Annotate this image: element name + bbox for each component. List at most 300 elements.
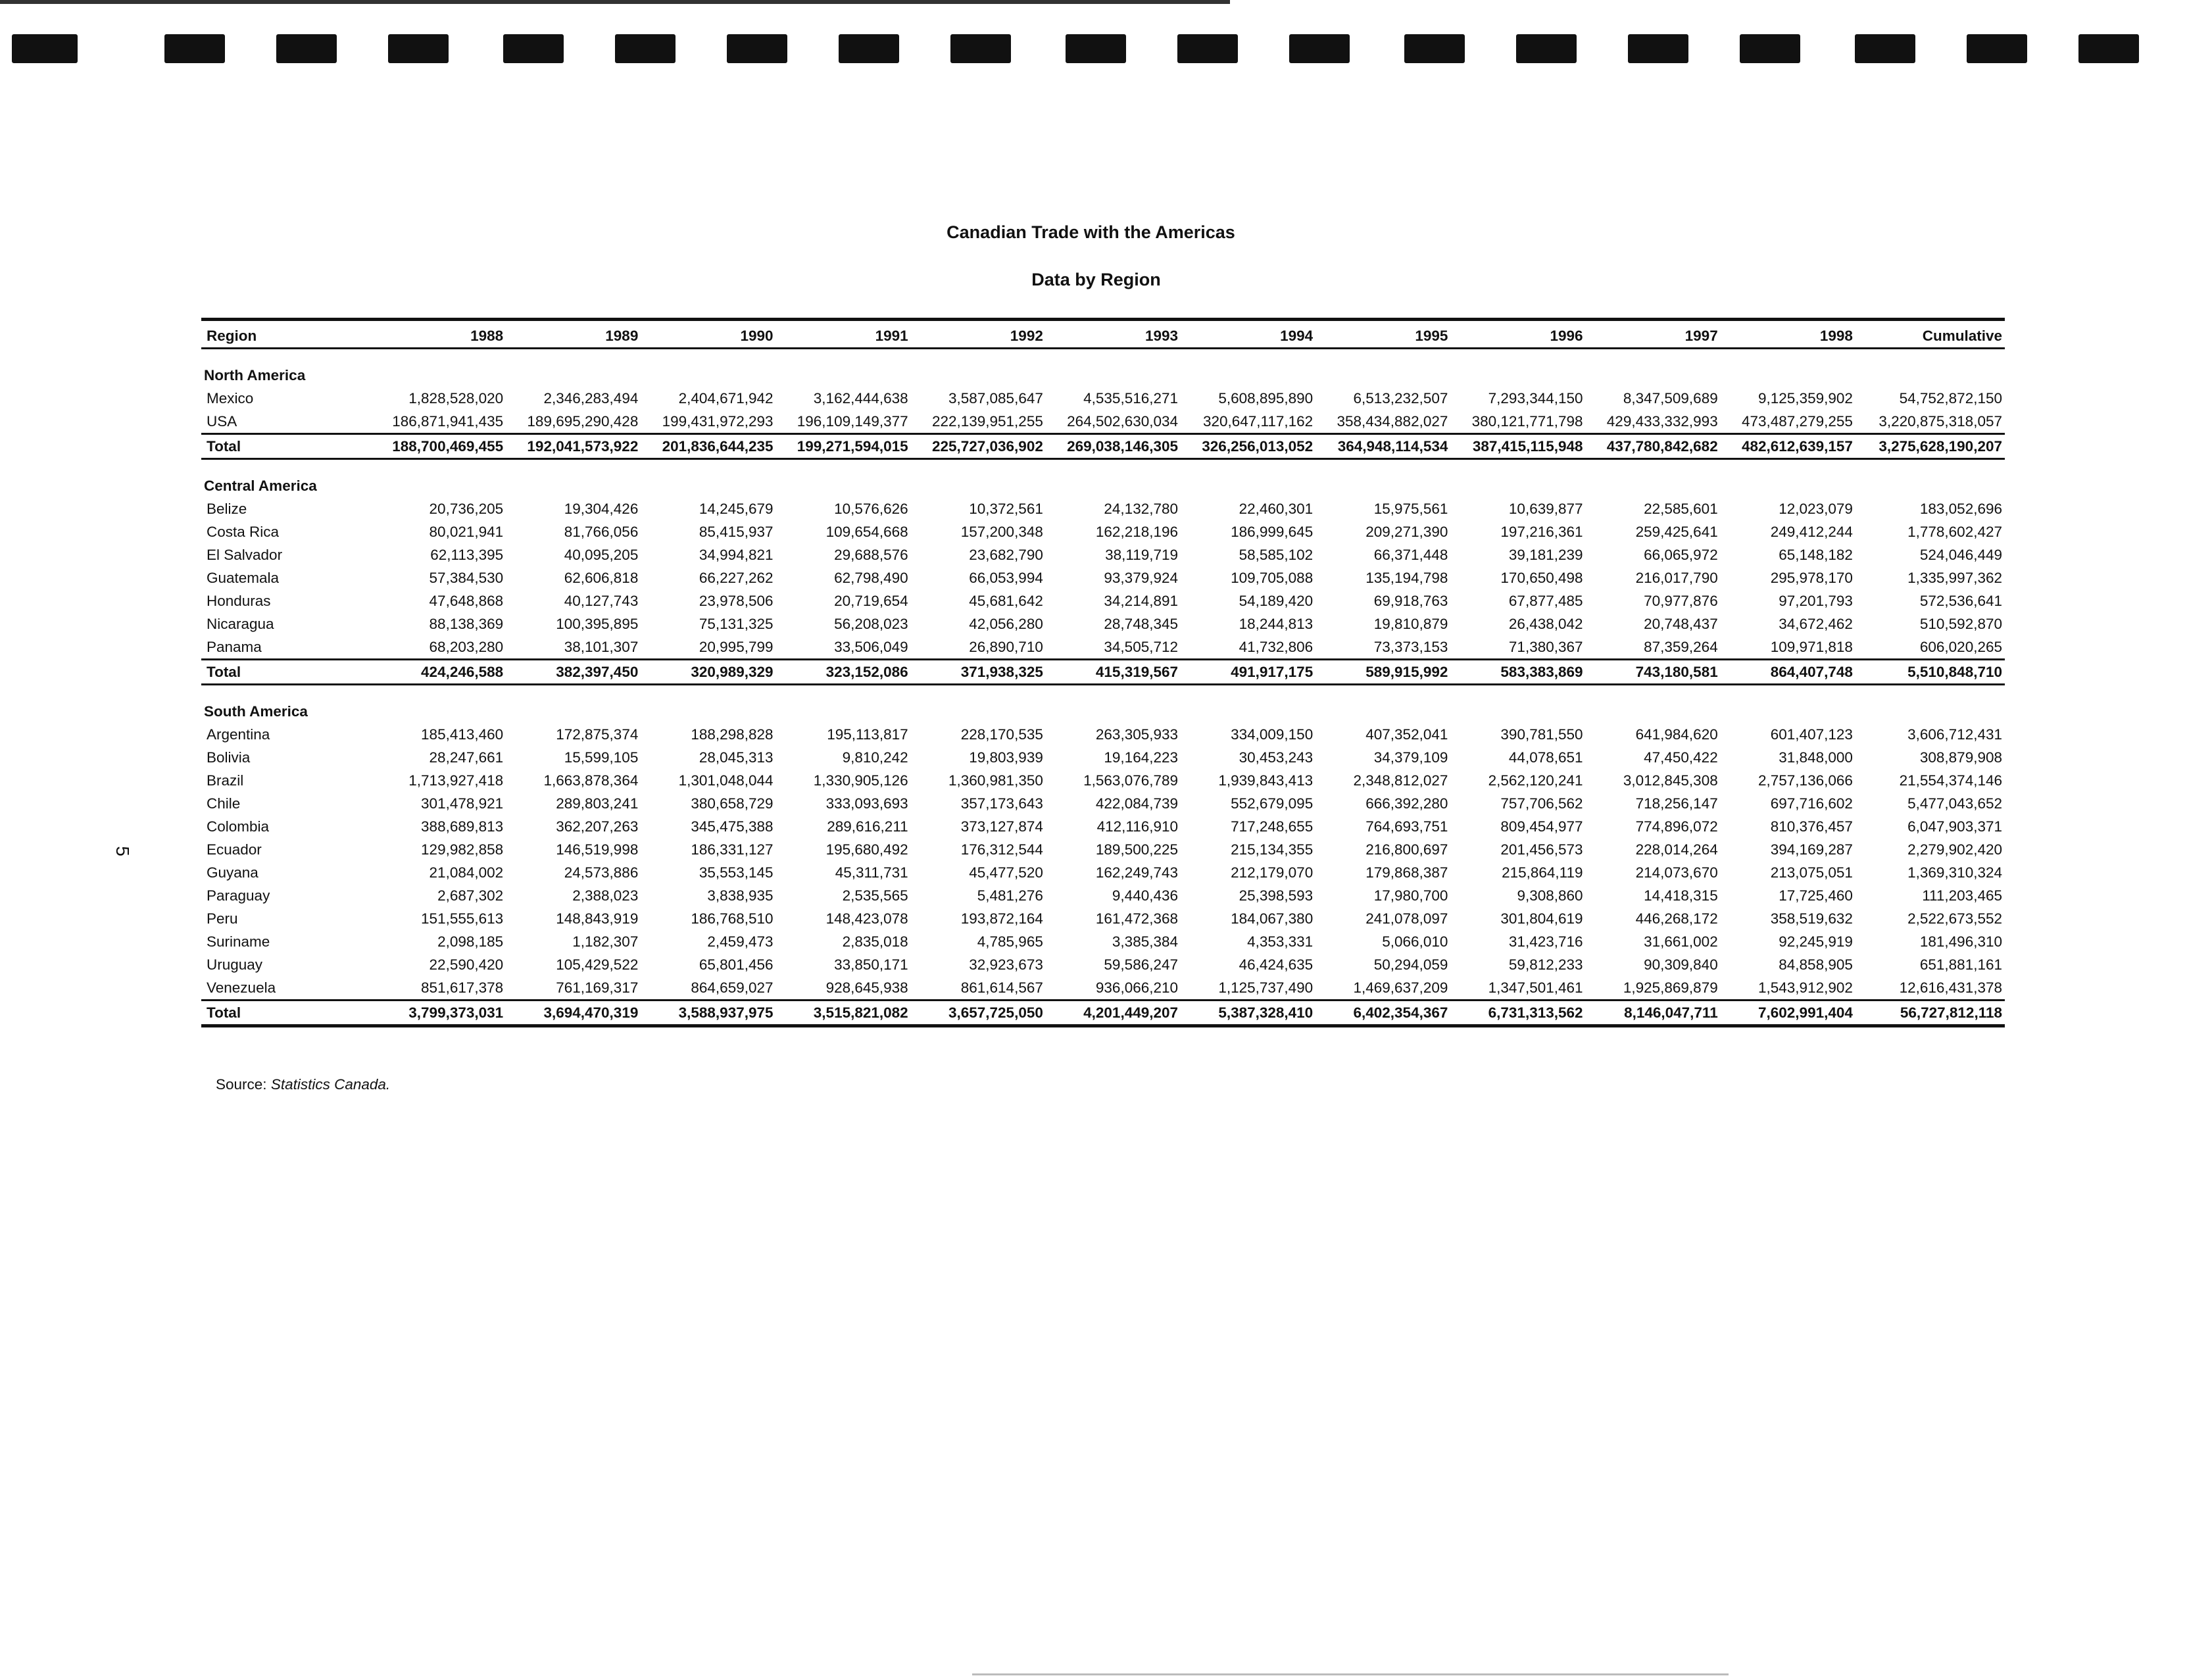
column-header: 1989 [506, 320, 641, 349]
value-cell: 264,502,630,034 [1067, 413, 1179, 430]
value-cell: 7,602,991,404 [1721, 1001, 1855, 1026]
column-header: 1994 [1181, 320, 1315, 349]
value-cell: 50,294,059 [1373, 956, 1448, 973]
value-cell: 380,658,729 [691, 795, 774, 812]
perforation-hole [12, 34, 78, 63]
column-header: 1992 [911, 320, 1046, 349]
section-heading: South America [204, 703, 308, 720]
value-cell: 301,804,619 [1500, 910, 1583, 927]
value-cell: 176,312,544 [960, 841, 1043, 858]
value-cell: 5,608,895,890 [1218, 390, 1314, 407]
value-cell: 47,450,422 [1644, 749, 1718, 766]
page-mark: 5 [112, 846, 133, 856]
value-cell: 510,592,870 [1919, 616, 2002, 632]
perforation-hole [950, 34, 1011, 63]
value-cell: 6,731,313,562 [1450, 1001, 1585, 1026]
total-row [201, 434, 2005, 459]
value-cell: 861,614,567 [960, 979, 1043, 996]
value-cell: 2,757,136,066 [1758, 772, 1853, 789]
table-row [201, 861, 2005, 884]
value-cell: 87,359,264 [1644, 639, 1718, 655]
table-row [201, 589, 2005, 612]
value-cell: 24,573,886 [564, 864, 639, 881]
value-cell: 651,881,161 [1919, 956, 2002, 973]
value-cell: 90,309,840 [1644, 956, 1718, 973]
value-cell: 31,423,716 [1508, 933, 1583, 950]
value-cell: 26,438,042 [1508, 616, 1583, 632]
value-cell: 17,725,460 [1779, 887, 1853, 904]
value-cell: 66,065,972 [1644, 547, 1718, 563]
value-cell: 40,127,743 [564, 593, 639, 609]
value-cell: 3,657,725,050 [911, 1001, 1046, 1026]
value-cell: 8,347,509,689 [1623, 390, 1718, 407]
value-cell: 407,352,041 [1365, 726, 1448, 743]
perforation-hole [1740, 34, 1800, 63]
value-cell: 189,695,290,428 [527, 413, 639, 430]
value-cell: 65,148,182 [1779, 547, 1853, 563]
table-row [201, 746, 2005, 769]
value-cell: 109,705,088 [1231, 570, 1314, 586]
region-cell: Paraguay [207, 887, 270, 904]
value-cell: 148,843,919 [556, 910, 639, 927]
value-cell: 358,434,882,027 [1337, 413, 1448, 430]
document-title: Canadian Trade with the Americas [946, 222, 1235, 242]
perforation-hole [503, 34, 564, 63]
value-cell: 193,872,164 [960, 910, 1043, 927]
value-cell: 8,146,047,711 [1586, 1001, 1721, 1026]
value-cell: 864,407,748 [1721, 660, 1855, 685]
value-cell: 371,938,325 [911, 660, 1046, 685]
value-cell: 446,268,172 [1635, 910, 1718, 927]
total-row [201, 660, 2005, 685]
value-cell: 46,424,635 [1239, 956, 1314, 973]
value-cell: 1,778,602,427 [1907, 524, 2002, 540]
value-cell: 3,694,470,319 [506, 1001, 641, 1026]
value-cell: 186,871,941,435 [392, 413, 504, 430]
region-cell: Colombia [207, 818, 270, 835]
value-cell: 183,052,696 [1919, 501, 2002, 517]
value-cell: 9,440,436 [1112, 887, 1179, 904]
value-cell: 241,078,097 [1365, 910, 1448, 927]
value-cell: 249,412,244 [1770, 524, 1853, 540]
value-cell: 14,418,315 [1644, 887, 1718, 904]
value-cell: 3,606,712,431 [1907, 726, 2002, 743]
value-cell: 54,752,872,150 [1899, 390, 2002, 407]
perforation-hole [388, 34, 449, 63]
table-row [201, 976, 2005, 1001]
total-row [201, 1001, 2005, 1026]
value-cell: 424,246,588 [371, 660, 506, 685]
column-header: 1998 [1721, 320, 1855, 349]
scan-top-edge [0, 0, 1230, 4]
value-cell: 718,256,147 [1635, 795, 1718, 812]
value-cell: 34,379,109 [1373, 749, 1448, 766]
value-cell: 390,781,550 [1500, 726, 1583, 743]
region-cell: Chile [207, 795, 241, 812]
value-cell: 1,360,981,350 [948, 772, 1043, 789]
value-cell: 2,404,671,942 [678, 390, 774, 407]
value-cell: 109,654,668 [825, 524, 908, 540]
value-cell: 572,536,641 [1919, 593, 2002, 609]
column-header: 1990 [641, 320, 775, 349]
table-row [201, 543, 2005, 566]
table-row [201, 410, 2005, 434]
value-cell: 57,384,530 [429, 570, 504, 586]
value-cell: 71,380,367 [1508, 639, 1583, 655]
value-cell: 20,748,437 [1644, 616, 1718, 632]
value-cell: 9,308,860 [1517, 887, 1583, 904]
value-cell: 697,716,602 [1770, 795, 1853, 812]
region-cell: Total [201, 1001, 371, 1026]
value-cell: 388,689,813 [421, 818, 504, 835]
value-cell: 45,477,520 [969, 864, 1043, 881]
value-cell: 380,121,771,798 [1471, 413, 1583, 430]
table-row [201, 838, 2005, 861]
value-cell: 38,101,307 [564, 639, 639, 655]
value-cell: 387,415,115,948 [1450, 434, 1585, 459]
value-cell: 66,371,448 [1373, 547, 1448, 563]
region-cell: Uruguay [207, 956, 263, 973]
value-cell: 135,194,798 [1365, 570, 1448, 586]
value-cell: 334,009,150 [1231, 726, 1314, 743]
value-cell: 2,346,283,494 [543, 390, 639, 407]
perforation-hole [2078, 34, 2139, 63]
value-cell: 6,402,354,367 [1315, 1001, 1450, 1026]
value-cell: 199,271,594,015 [776, 434, 911, 459]
value-cell: 5,510,848,710 [1855, 660, 2005, 685]
value-cell: 6,047,903,371 [1907, 818, 2002, 835]
value-cell: 28,247,661 [429, 749, 504, 766]
table-row [201, 520, 2005, 543]
region-cell: Total [201, 660, 371, 685]
value-cell: 66,227,262 [699, 570, 774, 586]
value-cell: 73,373,153 [1373, 639, 1448, 655]
perforation-hole [615, 34, 676, 63]
value-cell: 17,980,700 [1373, 887, 1448, 904]
value-cell: 1,335,997,362 [1907, 570, 2002, 586]
value-cell: 228,014,264 [1635, 841, 1718, 858]
region-cell: Venezuela [207, 979, 276, 996]
value-cell: 80,021,941 [429, 524, 504, 540]
value-cell: 774,896,072 [1635, 818, 1718, 835]
value-cell: 552,679,095 [1231, 795, 1314, 812]
value-cell: 25,398,593 [1239, 887, 1314, 904]
value-cell: 5,477,043,652 [1907, 795, 2002, 812]
value-cell: 14,245,679 [699, 501, 774, 517]
value-cell: 810,376,457 [1770, 818, 1853, 835]
value-cell: 215,134,355 [1231, 841, 1314, 858]
region-cell: Guyana [207, 864, 258, 881]
value-cell: 23,978,506 [699, 593, 774, 609]
value-cell: 301,478,921 [421, 795, 504, 812]
value-cell: 34,672,462 [1779, 616, 1853, 632]
table-row [201, 769, 2005, 792]
value-cell: 717,248,655 [1231, 818, 1314, 835]
table-row [201, 884, 2005, 907]
value-cell: 3,838,935 [707, 887, 774, 904]
value-cell: 1,713,927,418 [408, 772, 504, 789]
value-cell: 22,590,420 [429, 956, 504, 973]
region-cell: Argentina [207, 726, 270, 743]
value-cell: 3,515,821,082 [776, 1001, 911, 1026]
value-cell: 148,423,078 [825, 910, 908, 927]
value-cell: 289,803,241 [556, 795, 639, 812]
table-row [201, 792, 2005, 815]
perforation-hole [164, 34, 225, 63]
value-cell: 20,736,205 [429, 501, 504, 517]
value-cell: 263,305,933 [1095, 726, 1179, 743]
value-cell: 936,066,210 [1095, 979, 1179, 996]
value-cell: 345,475,388 [691, 818, 774, 835]
value-cell: 34,505,712 [1104, 639, 1179, 655]
value-cell: 92,245,919 [1779, 933, 1853, 950]
value-cell: 69,918,763 [1373, 593, 1448, 609]
value-cell: 146,519,998 [556, 841, 639, 858]
table-row [201, 723, 2005, 746]
region-cell: El Salvador [207, 547, 283, 563]
value-cell: 22,585,601 [1644, 501, 1718, 517]
value-cell: 28,748,345 [1104, 616, 1179, 632]
perforation-hole [839, 34, 899, 63]
value-cell: 161,472,368 [1095, 910, 1179, 927]
value-cell: 2,098,185 [437, 933, 504, 950]
value-cell: 45,681,642 [969, 593, 1043, 609]
value-cell: 31,848,000 [1779, 749, 1853, 766]
value-cell: 2,835,018 [842, 933, 908, 950]
value-cell: 364,948,114,534 [1315, 434, 1450, 459]
value-cell: 743,180,581 [1586, 660, 1721, 685]
value-cell: 308,879,908 [1919, 749, 2002, 766]
value-cell: 928,645,938 [825, 979, 908, 996]
table-body [201, 349, 2005, 1026]
value-cell: 197,216,361 [1500, 524, 1583, 540]
value-cell: 4,201,449,207 [1046, 1001, 1181, 1026]
value-cell: 761,169,317 [556, 979, 639, 996]
value-cell: 3,162,444,638 [813, 390, 908, 407]
value-cell: 19,803,939 [969, 749, 1043, 766]
value-cell: 184,067,380 [1231, 910, 1314, 927]
value-cell: 195,680,492 [825, 841, 908, 858]
value-cell: 583,383,869 [1450, 660, 1585, 685]
value-cell: 1,330,905,126 [813, 772, 908, 789]
region-cell: Suriname [207, 933, 270, 950]
value-cell: 851,617,378 [421, 979, 504, 996]
value-cell: 59,586,247 [1104, 956, 1179, 973]
value-cell: 62,113,395 [430, 547, 504, 563]
section-heading: North America [204, 367, 306, 383]
region-cell: Mexico [207, 390, 254, 407]
value-cell: 222,139,951,255 [931, 413, 1043, 430]
value-cell: 3,587,085,647 [948, 390, 1043, 407]
table-row [201, 930, 2005, 953]
value-cell: 33,850,171 [834, 956, 908, 973]
value-cell: 162,218,196 [1095, 524, 1179, 540]
region-cell: Bolivia [207, 749, 251, 766]
value-cell: 12,616,431,378 [1899, 979, 2002, 996]
value-cell: 24,132,780 [1104, 501, 1179, 517]
value-cell: 33,506,049 [834, 639, 908, 655]
value-cell: 111,203,465 [1922, 887, 2002, 904]
value-cell: 15,975,561 [1373, 501, 1448, 517]
table-row [201, 612, 2005, 635]
value-cell: 15,599,105 [564, 749, 639, 766]
value-cell: 5,387,328,410 [1181, 1001, 1315, 1026]
value-cell: 382,397,450 [506, 660, 641, 685]
value-cell: 65,801,456 [699, 956, 774, 973]
value-cell: 641,984,620 [1635, 726, 1718, 743]
perforation-hole [1516, 34, 1577, 63]
value-cell: 42,056,280 [969, 616, 1043, 632]
source-label: Source: [216, 1076, 267, 1093]
value-cell: 81,766,056 [564, 524, 639, 540]
value-cell: 157,200,348 [960, 524, 1043, 540]
column-header: 1988 [371, 320, 506, 349]
value-cell: 320,647,117,162 [1202, 413, 1314, 430]
value-cell: 5,481,276 [977, 887, 1043, 904]
value-cell: 1,469,637,209 [1353, 979, 1448, 996]
value-cell: 19,810,879 [1373, 616, 1448, 632]
value-cell: 2,459,473 [707, 933, 774, 950]
value-cell: 606,020,265 [1919, 639, 2002, 655]
value-cell: 68,203,280 [429, 639, 504, 655]
value-cell: 214,073,670 [1635, 864, 1718, 881]
value-cell: 185,413,460 [421, 726, 504, 743]
value-cell: 129,982,858 [421, 841, 504, 858]
column-header: 1996 [1450, 320, 1585, 349]
value-cell: 429,433,332,993 [1606, 413, 1718, 430]
scan-perforation-strip [0, 0, 2187, 72]
perforation-hole [1855, 34, 1915, 63]
value-cell: 216,017,790 [1635, 570, 1718, 586]
value-cell: 3,385,384 [1112, 933, 1179, 950]
value-cell: 412,116,910 [1096, 818, 1179, 835]
value-cell: 54,189,420 [1239, 593, 1314, 609]
value-cell: 259,425,641 [1635, 524, 1718, 540]
value-cell: 415,319,567 [1046, 660, 1181, 685]
value-cell: 10,372,561 [969, 501, 1043, 517]
trade-table [201, 318, 2005, 1027]
value-cell: 864,659,027 [691, 979, 774, 996]
value-cell: 58,585,102 [1239, 547, 1314, 563]
value-cell: 2,522,673,552 [1907, 910, 2002, 927]
value-cell: 209,271,390 [1365, 524, 1448, 540]
value-cell: 1,563,076,789 [1083, 772, 1179, 789]
source-name: Statistics Canada. [270, 1076, 391, 1093]
table-row [201, 907, 2005, 930]
value-cell: 189,500,225 [1095, 841, 1179, 858]
value-cell: 21,554,374,146 [1899, 772, 2002, 789]
column-header: 1997 [1586, 320, 1721, 349]
value-cell: 84,858,905 [1779, 956, 1853, 973]
value-cell: 201,456,573 [1500, 841, 1583, 858]
table-header-row [201, 320, 2005, 349]
value-cell: 186,768,510 [691, 910, 774, 927]
value-cell: 28,045,313 [699, 749, 774, 766]
region-cell: Nicaragua [207, 616, 274, 632]
perforation-hole [1967, 34, 2027, 63]
value-cell: 23,682,790 [969, 547, 1043, 563]
value-cell: 151,555,613 [421, 910, 504, 927]
column-header: 1993 [1046, 320, 1181, 349]
column-header: Region [201, 320, 371, 349]
perforation-hole [1628, 34, 1688, 63]
perforation-hole [1404, 34, 1465, 63]
table-row [201, 387, 2005, 410]
value-cell: 85,415,937 [699, 524, 774, 540]
value-cell: 666,392,280 [1365, 795, 1448, 812]
value-cell: 40,095,205 [564, 547, 639, 563]
value-cell: 22,460,301 [1239, 501, 1314, 517]
value-cell: 38,119,719 [1105, 547, 1179, 563]
value-cell: 757,706,562 [1500, 795, 1583, 812]
region-cell: Belize [207, 501, 247, 517]
value-cell: 524,046,449 [1919, 547, 2002, 563]
value-cell: 2,388,023 [572, 887, 639, 904]
table-row [201, 566, 2005, 589]
value-cell: 1,182,307 [572, 933, 639, 950]
scan-bottom-edge [972, 1673, 1729, 1675]
value-cell: 32,923,673 [969, 956, 1043, 973]
value-cell: 201,836,644,235 [641, 434, 775, 459]
value-cell: 3,220,875,318,057 [1879, 413, 2002, 430]
value-cell: 188,298,828 [691, 726, 774, 743]
value-cell: 333,093,693 [825, 795, 908, 812]
value-cell: 59,812,233 [1508, 956, 1583, 973]
perforation-hole [727, 34, 787, 63]
value-cell: 482,612,639,157 [1721, 434, 1855, 459]
column-header: 1995 [1315, 320, 1450, 349]
region-cell: Costa Rica [207, 524, 280, 540]
document-subtitle: Data by Region [1031, 270, 1161, 289]
value-cell: 3,275,628,190,207 [1855, 434, 2005, 459]
value-cell: 357,173,643 [960, 795, 1043, 812]
value-cell: 373,127,874 [960, 818, 1043, 835]
value-cell: 39,181,239 [1508, 547, 1583, 563]
value-cell: 35,553,145 [699, 864, 774, 881]
table-row [201, 815, 2005, 838]
value-cell: 2,687,302 [437, 887, 504, 904]
value-cell: 10,576,626 [834, 501, 908, 517]
value-cell: 31,661,002 [1644, 933, 1718, 950]
value-cell: 75,131,325 [699, 616, 774, 632]
value-cell: 47,648,868 [429, 593, 504, 609]
value-cell: 1,828,528,020 [408, 390, 504, 407]
perforation-hole [276, 34, 337, 63]
value-cell: 601,407,123 [1770, 726, 1853, 743]
value-cell: 10,639,877 [1508, 501, 1583, 517]
perforation-hole [1066, 34, 1126, 63]
value-cell: 26,890,710 [969, 639, 1043, 655]
column-header: 1991 [776, 320, 911, 349]
region-cell: Total [201, 434, 371, 459]
value-cell: 228,170,535 [960, 726, 1043, 743]
region-cell: Brazil [207, 772, 244, 789]
value-cell: 199,431,972,293 [662, 413, 774, 430]
value-cell: 18,244,813 [1239, 616, 1314, 632]
value-cell: 491,917,175 [1181, 660, 1315, 685]
value-cell: 3,799,373,031 [371, 1001, 506, 1026]
value-cell: 323,152,086 [776, 660, 911, 685]
value-cell: 213,075,051 [1770, 864, 1853, 881]
region-cell: Ecuador [207, 841, 262, 858]
source-note [216, 1076, 390, 1093]
value-cell: 19,164,223 [1104, 749, 1179, 766]
value-cell: 30,453,243 [1239, 749, 1314, 766]
value-cell: 93,379,924 [1104, 570, 1179, 586]
value-cell: 1,543,912,902 [1758, 979, 1853, 996]
value-cell: 192,041,573,922 [506, 434, 641, 459]
value-cell: 45,311,731 [835, 864, 908, 881]
